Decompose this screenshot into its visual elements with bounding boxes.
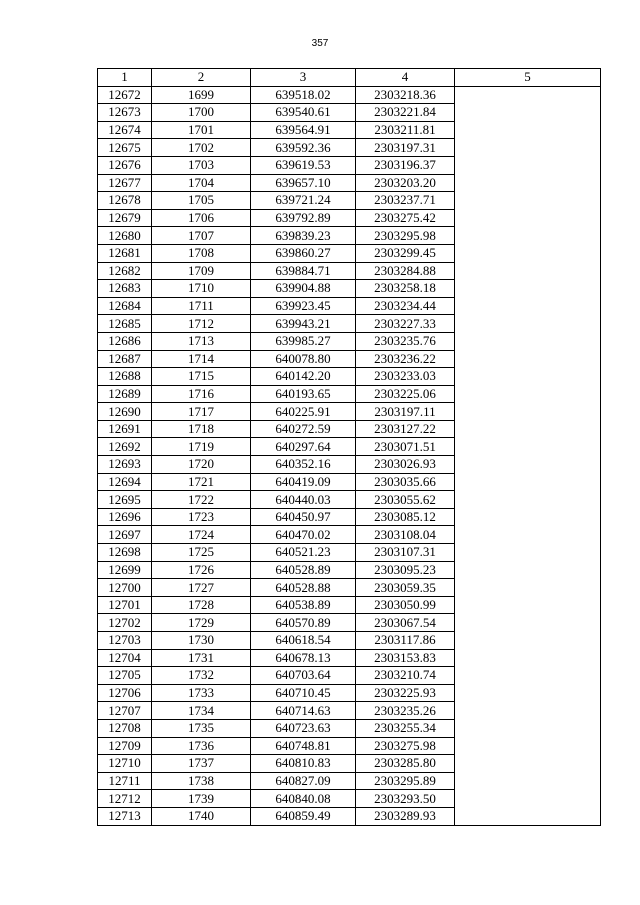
table-cell-col2: 1737	[152, 755, 251, 773]
table-cell-col4: 2303293.50	[356, 790, 455, 808]
table-cell-col5	[455, 403, 601, 421]
table-cell-col1: 12713	[98, 807, 152, 825]
table-cell-col3: 640703.64	[251, 667, 356, 685]
table-cell-col2: 1738	[152, 772, 251, 790]
table-cell-col3: 639884.71	[251, 262, 356, 280]
table-cell-col5	[455, 737, 601, 755]
table-cell-col2: 1731	[152, 649, 251, 667]
table-cell-col4: 2303211.81	[356, 121, 455, 139]
table-cell-col3: 640142.20	[251, 368, 356, 386]
table-cell-col3: 639564.91	[251, 121, 356, 139]
table-cell-col2: 1714	[152, 350, 251, 368]
table-cell-col5	[455, 790, 601, 808]
table-row	[98, 772, 601, 790]
table-cell-col1: 12684	[98, 297, 152, 315]
table-cell-col5	[455, 614, 601, 632]
table-cell-col2: 1708	[152, 244, 251, 262]
table-cell-col4: 2303234.44	[356, 297, 455, 315]
table-row	[98, 755, 601, 773]
table-cell-col3: 640521.23	[251, 544, 356, 562]
table-cell-col3: 640538.89	[251, 596, 356, 614]
table-cell-col3: 640570.89	[251, 614, 356, 632]
table-cell-col2: 1715	[152, 368, 251, 386]
table-cell-col1: 12676	[98, 156, 152, 174]
table-cell-col2: 1702	[152, 139, 251, 157]
table-cell-col5	[455, 297, 601, 315]
table-cell-col5	[455, 209, 601, 227]
table-cell-col5	[455, 579, 601, 597]
table-cell-col3: 639657.10	[251, 174, 356, 192]
table-cell-col5	[455, 368, 601, 386]
table-cell-col4: 2303107.31	[356, 544, 455, 562]
table-row	[98, 649, 601, 667]
coordinates-table	[97, 68, 601, 826]
table-cell-col4: 2303085.12	[356, 508, 455, 526]
table-cell-col1: 12686	[98, 332, 152, 350]
column-header-4: 4	[356, 69, 455, 87]
table-cell-col4: 2303221.84	[356, 104, 455, 122]
table-cell-col1: 12690	[98, 403, 152, 421]
table-cell-col1: 12709	[98, 737, 152, 755]
table-cell-col3: 639923.45	[251, 297, 356, 315]
table-cell-col1: 12691	[98, 420, 152, 438]
table-cell-col5	[455, 561, 601, 579]
table-cell-col3: 639518.02	[251, 86, 356, 104]
table-cell-col2: 1734	[152, 702, 251, 720]
table-cell-col5	[455, 174, 601, 192]
table-row	[98, 174, 601, 192]
table-cell-col4: 2303275.42	[356, 209, 455, 227]
table-cell-col4: 2303299.45	[356, 244, 455, 262]
table-row	[98, 280, 601, 298]
table-row	[98, 403, 601, 421]
table-cell-col5	[455, 121, 601, 139]
table-cell-col2: 1705	[152, 192, 251, 210]
table-cell-col2: 1710	[152, 280, 251, 298]
table-row	[98, 807, 601, 825]
table-cell-col3: 640528.89	[251, 561, 356, 579]
table-cell-col1: 12710	[98, 755, 152, 773]
table-cell-col3: 640470.02	[251, 526, 356, 544]
table-cell-col4: 2303233.03	[356, 368, 455, 386]
table-cell-col1: 12688	[98, 368, 152, 386]
table-row	[98, 139, 601, 157]
table-cell-col4: 2303227.33	[356, 315, 455, 333]
table-cell-col3: 640528.88	[251, 579, 356, 597]
table-cell-col1: 12698	[98, 544, 152, 562]
header-row	[98, 69, 601, 87]
table-cell-col4: 2303153.83	[356, 649, 455, 667]
table-cell-col4: 2303067.54	[356, 614, 455, 632]
table-cell-col4: 2303196.37	[356, 156, 455, 174]
table-cell-col2: 1735	[152, 719, 251, 737]
table-header	[98, 69, 601, 87]
table-cell-col1: 12674	[98, 121, 152, 139]
table-cell-col1: 12687	[98, 350, 152, 368]
page-number: 357	[311, 38, 329, 49]
table-cell-col4: 2303237.71	[356, 192, 455, 210]
table-cell-col3: 639721.24	[251, 192, 356, 210]
table-cell-col5	[455, 719, 601, 737]
table-cell-col2: 1706	[152, 209, 251, 227]
table-cell-col2: 1707	[152, 227, 251, 245]
table-cell-col4: 2303055.62	[356, 491, 455, 509]
table-row	[98, 350, 601, 368]
table-cell-col3: 640078.80	[251, 350, 356, 368]
table-cell-col3: 640419.09	[251, 473, 356, 491]
table-cell-col4: 2303127.22	[356, 420, 455, 438]
table-row	[98, 315, 601, 333]
table-cell-col5	[455, 139, 601, 157]
table-cell-col3: 639792.89	[251, 209, 356, 227]
table-cell-col1: 12701	[98, 596, 152, 614]
table-cell-col1: 12673	[98, 104, 152, 122]
table-cell-col2: 1730	[152, 632, 251, 650]
table-cell-col5	[455, 508, 601, 526]
table-cell-col1: 12681	[98, 244, 152, 262]
table-cell-col5	[455, 192, 601, 210]
table-row	[98, 737, 601, 755]
table-cell-col3: 640827.09	[251, 772, 356, 790]
table-cell-col2: 1722	[152, 491, 251, 509]
table-cell-col3: 640859.49	[251, 807, 356, 825]
table-cell-col5	[455, 86, 601, 104]
table-cell-col3: 640748.81	[251, 737, 356, 755]
table-cell-col5	[455, 420, 601, 438]
table-row	[98, 456, 601, 474]
table-row	[98, 473, 601, 491]
table-cell-col3: 640450.97	[251, 508, 356, 526]
table-row	[98, 596, 601, 614]
table-cell-col4: 2303197.31	[356, 139, 455, 157]
column-header-2: 2	[152, 69, 251, 87]
table-cell-col2: 1703	[152, 156, 251, 174]
table-cell-col1: 12679	[98, 209, 152, 227]
table-cell-col5	[455, 456, 601, 474]
table-cell-col5	[455, 702, 601, 720]
table-cell-col4: 2303117.86	[356, 632, 455, 650]
table-cell-col3: 640723.63	[251, 719, 356, 737]
table-cell-col4: 2303203.20	[356, 174, 455, 192]
table-row	[98, 508, 601, 526]
table-row	[98, 526, 601, 544]
table-cell-col2: 1720	[152, 456, 251, 474]
table-row	[98, 579, 601, 597]
table-cell-col1: 12680	[98, 227, 152, 245]
table-cell-col1: 12693	[98, 456, 152, 474]
table-cell-col5	[455, 473, 601, 491]
table-cell-col5	[455, 684, 601, 702]
table-cell-col5	[455, 755, 601, 773]
table-row	[98, 297, 601, 315]
table-cell-col5	[455, 227, 601, 245]
table-row	[98, 156, 601, 174]
table-cell-col3: 640297.64	[251, 438, 356, 456]
table-cell-col1: 12712	[98, 790, 152, 808]
table-cell-col5	[455, 632, 601, 650]
table-cell-col2: 1716	[152, 385, 251, 403]
table-cell-col4: 2303284.88	[356, 262, 455, 280]
table-row	[98, 544, 601, 562]
table-cell-col5	[455, 385, 601, 403]
table-cell-col2: 1736	[152, 737, 251, 755]
table-cell-col4: 2303295.98	[356, 227, 455, 245]
table-cell-col2: 1719	[152, 438, 251, 456]
table-cell-col1: 12705	[98, 667, 152, 685]
table-cell-col2: 1711	[152, 297, 251, 315]
table-cell-col2: 1699	[152, 86, 251, 104]
table-cell-col4: 2303059.35	[356, 579, 455, 597]
table-cell-col4: 2303258.18	[356, 280, 455, 298]
table-row	[98, 684, 601, 702]
table-cell-col4: 2303210.74	[356, 667, 455, 685]
table-cell-col1: 12689	[98, 385, 152, 403]
table-cell-col3: 640678.13	[251, 649, 356, 667]
table-cell-col4: 2303275.98	[356, 737, 455, 755]
table-cell-col2: 1725	[152, 544, 251, 562]
table-cell-col2: 1729	[152, 614, 251, 632]
table-row	[98, 209, 601, 227]
table-cell-col3: 639839.23	[251, 227, 356, 245]
table-cell-col2: 1709	[152, 262, 251, 280]
column-header-1: 1	[98, 69, 152, 87]
table-row	[98, 104, 601, 122]
table-cell-col1: 12703	[98, 632, 152, 650]
table-cell-col4: 2303235.76	[356, 332, 455, 350]
table-cell-col1: 12702	[98, 614, 152, 632]
table-row	[98, 368, 601, 386]
table-cell-col5	[455, 491, 601, 509]
table-row	[98, 332, 601, 350]
table-cell-col1: 12700	[98, 579, 152, 597]
table-cell-col4: 2303236.22	[356, 350, 455, 368]
table-cell-col1: 12706	[98, 684, 152, 702]
table-cell-col4: 2303235.26	[356, 702, 455, 720]
table-cell-col2: 1712	[152, 315, 251, 333]
table-cell-col1: 12683	[98, 280, 152, 298]
table-cell-col2: 1726	[152, 561, 251, 579]
table-cell-col3: 639619.53	[251, 156, 356, 174]
table-cell-col5	[455, 332, 601, 350]
table-cell-col4: 2303255.34	[356, 719, 455, 737]
table-cell-col2: 1713	[152, 332, 251, 350]
table-cell-col3: 639540.61	[251, 104, 356, 122]
table-row	[98, 561, 601, 579]
table-cell-col2: 1739	[152, 790, 251, 808]
table-cell-col1: 12678	[98, 192, 152, 210]
table-cell-col3: 640714.63	[251, 702, 356, 720]
table-body	[98, 86, 601, 825]
table-cell-col3: 639592.36	[251, 139, 356, 157]
table-cell-col4: 2303026.93	[356, 456, 455, 474]
table-cell-col3: 639943.21	[251, 315, 356, 333]
table-row	[98, 244, 601, 262]
table-cell-col4: 2303289.93	[356, 807, 455, 825]
table-cell-col3: 640710.45	[251, 684, 356, 702]
table-cell-col5	[455, 315, 601, 333]
table-cell-col2: 1727	[152, 579, 251, 597]
table-cell-col4: 2303071.51	[356, 438, 455, 456]
table-cell-col4: 2303197.11	[356, 403, 455, 421]
table-cell-col3: 640810.83	[251, 755, 356, 773]
table-cell-col3: 639904.88	[251, 280, 356, 298]
table-cell-col1: 12711	[98, 772, 152, 790]
table-cell-col3: 640225.91	[251, 403, 356, 421]
table-cell-col1: 12695	[98, 491, 152, 509]
table-cell-col4: 2303225.06	[356, 385, 455, 403]
table-row	[98, 86, 601, 104]
table-cell-col5	[455, 262, 601, 280]
table-cell-col5	[455, 244, 601, 262]
table-cell-col5	[455, 544, 601, 562]
table-cell-col1: 12692	[98, 438, 152, 456]
table-cell-col2: 1717	[152, 403, 251, 421]
table-cell-col3: 639985.27	[251, 332, 356, 350]
table-cell-col4: 2303035.66	[356, 473, 455, 491]
table-row	[98, 438, 601, 456]
table-cell-col5	[455, 526, 601, 544]
table-cell-col3: 640272.59	[251, 420, 356, 438]
table-row	[98, 491, 601, 509]
table-row	[98, 121, 601, 139]
table-row	[98, 420, 601, 438]
table-cell-col5	[455, 438, 601, 456]
table-cell-col3: 640618.54	[251, 632, 356, 650]
table-cell-col4: 2303108.04	[356, 526, 455, 544]
table-cell-col2: 1732	[152, 667, 251, 685]
table-cell-col5	[455, 104, 601, 122]
table-cell-col5	[455, 156, 601, 174]
table-cell-col4: 2303225.93	[356, 684, 455, 702]
table-cell-col1: 12682	[98, 262, 152, 280]
table-cell-col2: 1701	[152, 121, 251, 139]
table-cell-col4: 2303218.36	[356, 86, 455, 104]
table-cell-col3: 640840.08	[251, 790, 356, 808]
table-cell-col5	[455, 649, 601, 667]
table-cell-col2: 1704	[152, 174, 251, 192]
table-row	[98, 192, 601, 210]
table-row	[98, 227, 601, 245]
table-row	[98, 385, 601, 403]
table-row	[98, 719, 601, 737]
table-cell-col1: 12694	[98, 473, 152, 491]
table-cell-col3: 640193.65	[251, 385, 356, 403]
table-cell-col5	[455, 596, 601, 614]
table-cell-col5	[455, 772, 601, 790]
table-cell-col1: 12708	[98, 719, 152, 737]
table-cell-col2: 1700	[152, 104, 251, 122]
column-header-5: 5	[455, 69, 601, 87]
table-row	[98, 632, 601, 650]
table-cell-col2: 1721	[152, 473, 251, 491]
table-row	[98, 667, 601, 685]
table-cell-col5	[455, 350, 601, 368]
table-cell-col3: 640352.16	[251, 456, 356, 474]
table-cell-col3: 640440.03	[251, 491, 356, 509]
table-cell-col1: 12677	[98, 174, 152, 192]
table-cell-col2: 1718	[152, 420, 251, 438]
table-cell-col1: 12672	[98, 86, 152, 104]
table-cell-col1: 12699	[98, 561, 152, 579]
table-cell-col4: 2303295.89	[356, 772, 455, 790]
table-cell-col2: 1733	[152, 684, 251, 702]
table-cell-col2: 1740	[152, 807, 251, 825]
table-cell-col1: 12675	[98, 139, 152, 157]
table-row	[98, 790, 601, 808]
table-cell-col5	[455, 667, 601, 685]
table-cell-col1: 12704	[98, 649, 152, 667]
table-cell-col2: 1723	[152, 508, 251, 526]
column-header-3: 3	[251, 69, 356, 87]
table-cell-col4: 2303095.23	[356, 561, 455, 579]
table-cell-col2: 1724	[152, 526, 251, 544]
table-cell-col5	[455, 807, 601, 825]
table-row	[98, 702, 601, 720]
table-row	[98, 614, 601, 632]
table-cell-col1: 12697	[98, 526, 152, 544]
table-cell-col2: 1728	[152, 596, 251, 614]
table-row	[98, 262, 601, 280]
table-cell-col1: 12696	[98, 508, 152, 526]
table-cell-col1: 12707	[98, 702, 152, 720]
table-cell-col3: 639860.27	[251, 244, 356, 262]
table-cell-col4: 2303050.99	[356, 596, 455, 614]
table-cell-col1: 12685	[98, 315, 152, 333]
table-cell-col4: 2303285.80	[356, 755, 455, 773]
table-cell-col5	[455, 280, 601, 298]
